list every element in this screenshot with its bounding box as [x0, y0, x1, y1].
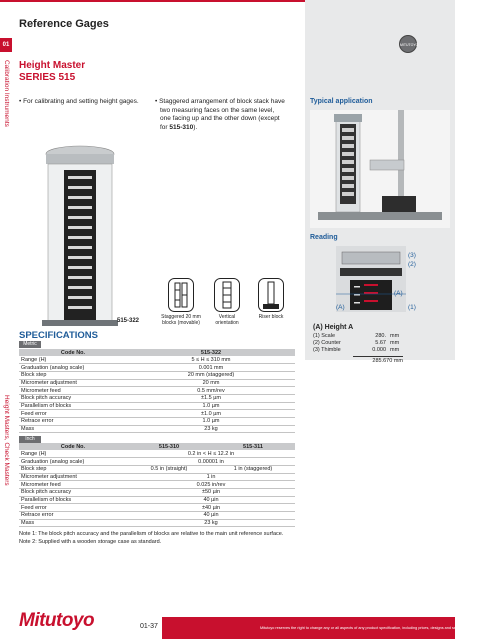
mitutoyo-logo: Mitutoyo [19, 610, 95, 631]
feature-bullet-1: • For calibrating and setting height gages. [19, 98, 139, 105]
table-row: Micrometer feed 0.025 in/rev [19, 481, 295, 489]
table-row: Graduation (analog scale) 0.001 mm [19, 364, 295, 372]
reading-row: (2) Counter 5.67 mm [313, 340, 400, 346]
feature-bullet-2 [155, 98, 285, 132]
height-a-title: (A) Height A [313, 324, 354, 331]
table-row: Mass 23 kg [19, 519, 295, 527]
bullet2-line1: • Staggered arrangement of block stack have [155, 98, 285, 105]
product-title-line2: SERIES 515 [19, 72, 76, 83]
product-title [19, 60, 85, 84]
table-row: Mass 23 kg [19, 425, 295, 433]
specifications-heading: SPECIFICATIONS [19, 330, 98, 341]
table-row: Feed error ±40 µin [19, 504, 295, 512]
page-number: 01-37 [140, 623, 158, 630]
vertical-orientation-icon [214, 278, 240, 312]
reading-row: (3) Thimble 0.000 mm [313, 347, 400, 353]
side-label-height-masters: Height Masters, Check Masters [3, 395, 10, 486]
footer-disclaimer: Mitutoyo reserves the right to change any or all aspects of any product specification, including prices, designs and service content, without notice. [162, 617, 455, 639]
icon-caption-riser: Riser block [258, 314, 284, 320]
table-row: Retrace error 1.0 µm [19, 418, 295, 426]
table-row: Block pitch accuracy ±1.5 µm [19, 394, 295, 402]
inch-tab: Inch [19, 436, 41, 443]
table-row: Micrometer adjustment 1 in [19, 473, 295, 481]
bullet2-line4: for 515-310). [160, 123, 198, 131]
riser-block-icon [258, 278, 284, 312]
staggered-blocks-icon [168, 278, 194, 312]
table-row: Block pitch accuracy ±50 µin [19, 488, 295, 496]
table-row: Graduation (analog scale) 0.00001 in [19, 458, 295, 466]
icon-caption-vertical: Vertical orientation [215, 314, 239, 326]
reading-values [313, 324, 403, 364]
reading-closeup-photo [336, 246, 406, 312]
column-header: Code No. [19, 443, 127, 450]
reading-total: 285.670 mm [353, 356, 403, 364]
quality-seal-logo: MITUTOYO [399, 35, 417, 53]
label-scale: (1) [408, 304, 416, 311]
typical-application-photo [310, 110, 450, 228]
table-row: Feed error ±1.0 µm [19, 410, 295, 418]
table-row: Micrometer feed 0.5 mm/rev [19, 387, 295, 395]
model-label: 515-322 [117, 318, 140, 324]
table-row: Block step 0.5 in (straight) 1 in (staggered) [19, 465, 295, 473]
column-header: 515-311 [211, 443, 295, 450]
table-row: Range (H) 0.2 in < H ≤ 12.2 in [19, 450, 295, 458]
reading-heading: Reading [310, 234, 338, 241]
metric-spec-table [19, 349, 295, 433]
table-header-row [19, 443, 295, 450]
column-header: 515-322 [127, 349, 295, 356]
product-title-line1: Height Master [19, 60, 86, 71]
column-header: 515-310 [127, 443, 211, 450]
column-header: Code No. [19, 349, 127, 356]
page-section-tab: 01 [0, 38, 12, 52]
label-a-right: (A) [394, 290, 403, 297]
table-row: Range (H) 5 ≤ H ≤ 310 mm [19, 356, 295, 364]
side-label-calibration: Calibration Instruments [3, 60, 10, 127]
height-master-photo [42, 140, 118, 326]
table-row: Micrometer adjustment 20 mm [19, 379, 295, 387]
table-row: Parallelism of blocks 1.0 µm [19, 402, 295, 410]
table-row: Block step 20 mm (staggered) [19, 371, 295, 379]
note-2: Note 2: Supplied with a wooden storage case as standard. [19, 539, 162, 545]
table-header-row [19, 349, 295, 356]
note-1: Note 1: The block pitch accuracy and the parallelism of blocks are relative to the main unit reference surface. [19, 531, 284, 537]
bullet2-line2: two measuring faces on the same level, [160, 106, 275, 114]
section-title: Reference Gages [19, 18, 109, 30]
label-thimble: (3) [408, 252, 416, 259]
table-row: Retrace error 40 µin [19, 512, 295, 520]
reading-row: (1) Scale 280. mm [313, 333, 400, 339]
inch-spec-table [19, 443, 295, 527]
typical-application-heading: Typical application [310, 98, 373, 105]
label-a-left: (A) [336, 304, 345, 311]
icon-caption-staggered: Staggered 20 mm blocks (movable) [161, 314, 201, 326]
metric-tab: Metric [19, 341, 41, 348]
model-515-310: 515-310 [169, 123, 194, 131]
bullet2-line3: one facing up and the other down (except [160, 115, 280, 122]
label-counter: (2) [408, 261, 416, 268]
table-row: Parallelism of blocks 40 µin [19, 496, 295, 504]
